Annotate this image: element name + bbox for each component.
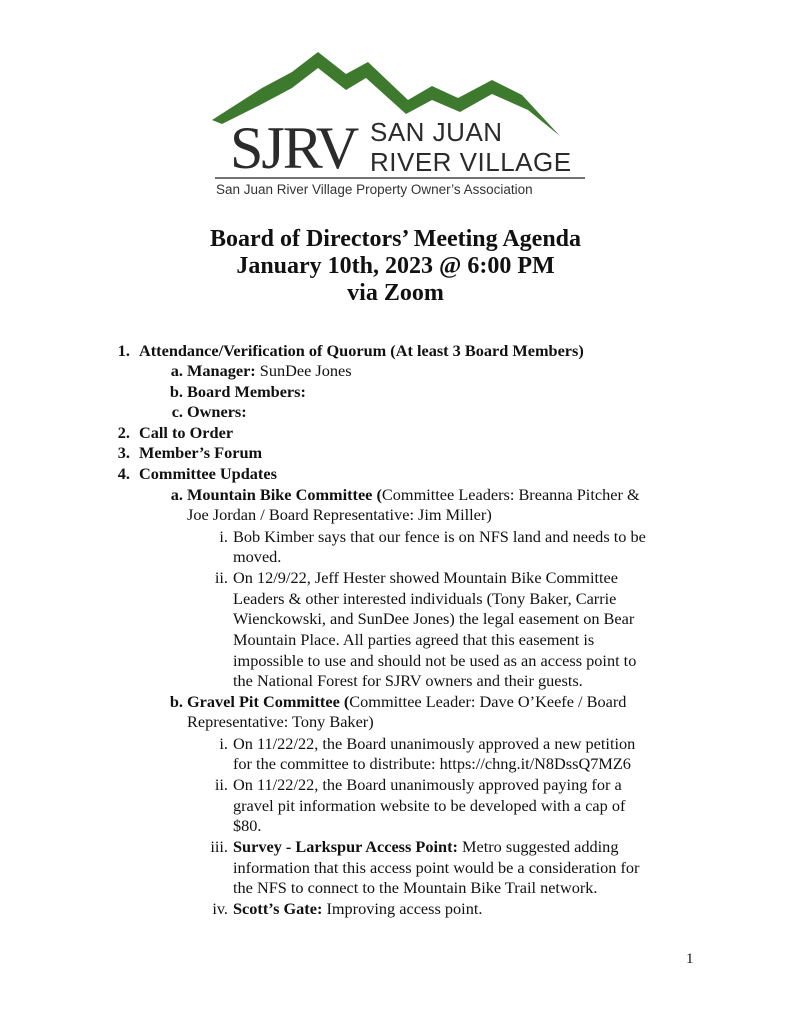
page-number: 1 [686, 951, 694, 967]
item-4b-iii-text-l1: Metro suggested adding [457, 837, 619, 856]
item-4b-ii-line: gravel pit information website to be developed with a cap of [233, 796, 626, 815]
item-1a-title: Manager: [187, 361, 256, 380]
item-4b-iii-title: Survey - Larkspur Access Point: [233, 837, 458, 856]
item-1a-label: a. [170, 361, 183, 380]
item-4a-title: Mountain Bike Committee ( [187, 485, 382, 504]
item-1c-label: c. [171, 402, 183, 421]
logo-graphic [0, 0, 791, 200]
agenda-title: Board of Directors’ Meeting Agenda [209, 226, 582, 252]
item-4b-i-line: On 11/22/22, the Board unanimously approved a new petition [233, 734, 636, 753]
logo-name-line2: RIVER VILLAGE [370, 147, 572, 177]
item-4b-label: b. [169, 692, 183, 711]
item-4a-line1 [187, 485, 640, 506]
item-4b-i-label: i. [219, 734, 228, 753]
item-4a-i-line: Bob Kimber says that our fence is on NFS land and needs to be [233, 527, 646, 546]
sjrv-logo [0, 0, 791, 200]
item-4b-line1 [187, 692, 626, 713]
item-1b-title: Board Members: [187, 382, 306, 401]
item-4a-ii-line: Leaders & other interested individuals (Tony Baker, Carrie [233, 589, 617, 608]
meeting-venue: via Zoom [347, 280, 444, 306]
meeting-date: January 10th, 2023 @ 6:00 PM [236, 253, 555, 279]
item-2-title: Call to Order [139, 423, 234, 442]
item-4a-ii-line: impossible to use and should not be used as an access point to [233, 651, 637, 670]
item-4b-iii-line: the NFS to connect to the Mountain Bike Trail network. [233, 878, 598, 897]
item-4b-text-l1: Committee Leader: Dave O’Keefe / Board [349, 692, 627, 711]
item-4a-i-line: moved. [233, 547, 282, 566]
item-4a-i-label: i. [219, 527, 228, 546]
item-4a-text-l2: Joe Jordan / Board Representative: Jim Miller) [187, 505, 492, 524]
item-1a-text: SunDee Jones [255, 361, 352, 380]
item-4b-ii-line: $80. [233, 816, 262, 835]
item-4b-iii-label: iii. [210, 837, 228, 856]
item-4a-label: a. [170, 485, 183, 504]
item-3-number: 3. [117, 443, 130, 462]
item-4b-iv-text: Improving access point. [322, 899, 483, 918]
item-4a-text-l1: Committee Leaders: Breanna Pitcher & [381, 485, 640, 504]
item-4b-iii-line: information that this access point would be a consideration for [233, 858, 640, 877]
item-4-title: Committee Updates [139, 464, 277, 483]
item-4b-iv [233, 899, 482, 920]
logo-letters: SJRV [230, 115, 358, 181]
item-4a-ii-line: Mountain Place. All parties agreed that this easement is [233, 630, 595, 649]
item-1a [187, 361, 352, 382]
logo-name-line1: SAN JUAN [370, 117, 503, 147]
item-4b-i-line: for the committee to distribute: https://chng.it/N8DssQ7MZ6 [233, 754, 631, 773]
item-1-title: Attendance/Verification of Quorum (At least 3 Board Members) [139, 341, 584, 360]
item-4-number: 4. [117, 464, 130, 483]
item-4b-text-l2: Representative: Tony Baker) [187, 712, 374, 731]
item-4a-ii-line: the National Forest for SJRV owners and their guests. [233, 671, 583, 690]
item-4b-iv-title: Scott’s Gate: [233, 899, 323, 918]
item-4b-title: Gravel Pit Committee ( [187, 692, 350, 711]
item-2-number: 2. [117, 423, 130, 442]
item-1b-label: b. [169, 382, 183, 401]
agenda-heading [0, 226, 791, 307]
item-4b-iii-line1 [233, 837, 618, 858]
item-4b-ii-label: ii. [214, 775, 228, 794]
item-1-number: 1. [117, 341, 130, 360]
item-4a-ii-line: Wienckowski, and SunDee Jones) the legal easement on Bear [233, 609, 635, 628]
item-1c-title: Owners: [187, 402, 247, 421]
item-4a-ii-label: ii. [214, 568, 228, 587]
item-4b-iv-label: iv. [212, 899, 228, 918]
item-3-title: Member’s Forum [139, 443, 263, 462]
logo-tagline: San Juan River Village Property Owner’s Association [216, 182, 533, 197]
item-4a-ii-line: On 12/9/22, Jeff Hester showed Mountain Bike Committee [233, 568, 618, 587]
item-4b-ii-line: On 11/22/22, the Board unanimously approved paying for a [233, 775, 622, 794]
